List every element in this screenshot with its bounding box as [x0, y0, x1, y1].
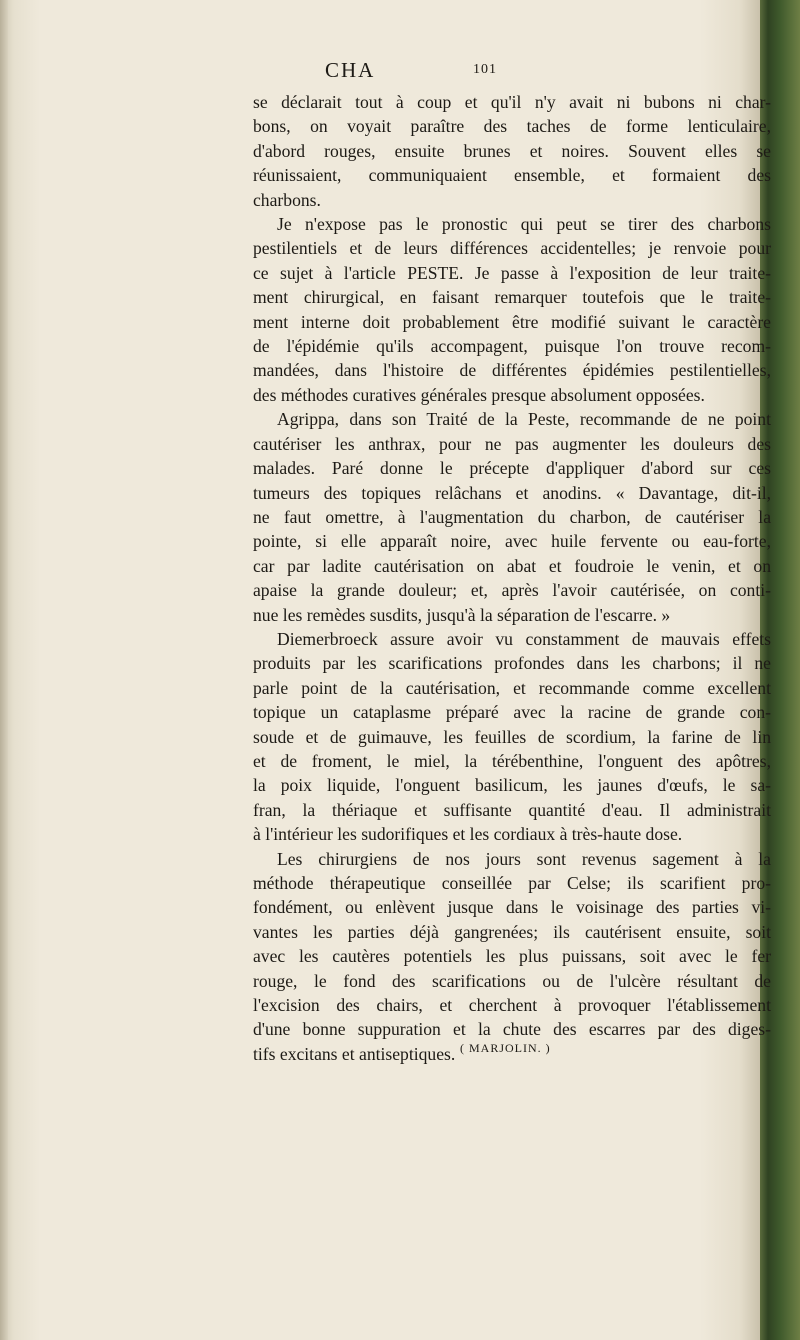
text-line: Les chirurgiens de nos jours sont revenus sagement à la	[277, 848, 771, 869]
text-line: ce sujet à l'article PESTE. Je passe à l'exposition de leur traite-	[253, 262, 771, 283]
text-line: apaise la grande douleur; et, après l'avoir cautérisée, on conti-	[253, 580, 771, 601]
text-line: vantes les parties déjà gangrenées; ils cautérisent ensuite, soit	[253, 921, 771, 942]
text-line: nue les remèdes susdits, jusqu'à la séparation de l'escarre. »	[253, 604, 671, 625]
text-line: car par ladite cautérisation on abat et foudroie le venin, et on	[253, 555, 771, 576]
text-line: ment interne doit probablement être modifié suivant le caractère	[253, 311, 771, 332]
text-line: avec les cautères potentiels les plus puissans, soit avec le fer	[253, 946, 771, 967]
text-line: Agrippa, dans son Traité de la Peste, recommande de ne point	[277, 409, 771, 430]
text-line: l'excision des chairs, et cherchent à provoquer l'établissement	[253, 995, 771, 1016]
text-line: topique un cataplasme préparé avec la racine de grande con-	[253, 702, 771, 723]
text-line: se déclarait tout à coup et qu'il n'y avait ni bubons ni char-	[253, 92, 771, 112]
text-line-content: tifs excitans et antiseptiques.	[253, 1043, 456, 1064]
text-line: des méthodes curatives générales presque absolument opposées.	[253, 384, 705, 405]
text-line: à l'intérieur les sudorifiques et les cordiaux à très-haute dose.	[253, 824, 683, 845]
text-line: Je n'expose pas le pronostic qui peut se tirer des charbons	[277, 214, 771, 235]
text-line: d'une bonne suppuration et la chute des escarres par des diges-	[253, 1019, 771, 1040]
text-line: malades. Paré donne le précepte d'appliquer d'abord sur ces	[253, 458, 771, 479]
page-left-edge	[0, 0, 8, 1340]
text-line: d'abord rouges, ensuite brunes et noires. Souvent elles se	[253, 140, 771, 161]
text-line: soude et de guimauve, les feuilles de scordium, la farine de lin	[253, 726, 771, 747]
text-line: cautériser les anthrax, pour ne pas augmenter les douleurs des	[253, 433, 771, 454]
author-signature: ( MARJOLIN. )	[460, 1041, 551, 1055]
text-line: fran, la thériaque et suffisante quantité d'eau. Il administrait	[253, 799, 771, 820]
text-line: parle point de la cautérisation, et recommande comme excellent	[253, 677, 771, 698]
text-line: la poix liquide, l'onguent basilicum, les jaunes d'œufs, le sa-	[253, 775, 771, 796]
text-line: produits par les scarifications profondes dans les charbons; il ne	[253, 653, 771, 674]
text-line: tumeurs des topiques relâchans et anodins. « Davantage, dit-il,	[253, 482, 771, 503]
text-line: mandées, dans l'histoire de différentes épidémies pestilentielles,	[253, 360, 771, 381]
text-line: et de froment, le miel, la térébenthine, l'onguent des apôtres,	[253, 750, 771, 771]
text-line: de l'épidémie qu'ils accompagent, puisque l'on trouve recom-	[253, 336, 771, 357]
text-line: rouge, le fond des scarifications ou de l'ulcère résultant de	[253, 970, 771, 991]
text-line: ne faut omettre, à l'augmentation du charbon, de cautériser la	[253, 506, 771, 527]
text-line: pestilentiels et de leurs différences accidentelles; je renvoie pour	[253, 238, 771, 259]
running-head: CHA	[325, 58, 376, 82]
text-line: méthode thérapeutique conseillée par Celse; ils scarifient pro-	[253, 873, 771, 893]
text-line: bons, on voyait paraître des taches de forme lenticulaire,	[253, 116, 771, 137]
text-line: réunissaient, communiquaient ensemble, et formaient des	[253, 165, 771, 186]
text-line: fondément, ou enlèvent jusque dans le voisinage des parties vi-	[253, 897, 771, 918]
body-text	[253, 90, 771, 1066]
text-line: charbons.	[253, 189, 321, 210]
text-line: Diemerbroeck assure avoir vu constamment de mauvais effets	[277, 628, 771, 649]
page-number: 101	[473, 62, 497, 77]
text-line: pointe, si elle apparaît noire, avec huile fervente ou eau-forte,	[253, 531, 771, 552]
text-line: ment chirurgical, en faisant remarquer toutefois que le traite-	[253, 287, 771, 308]
